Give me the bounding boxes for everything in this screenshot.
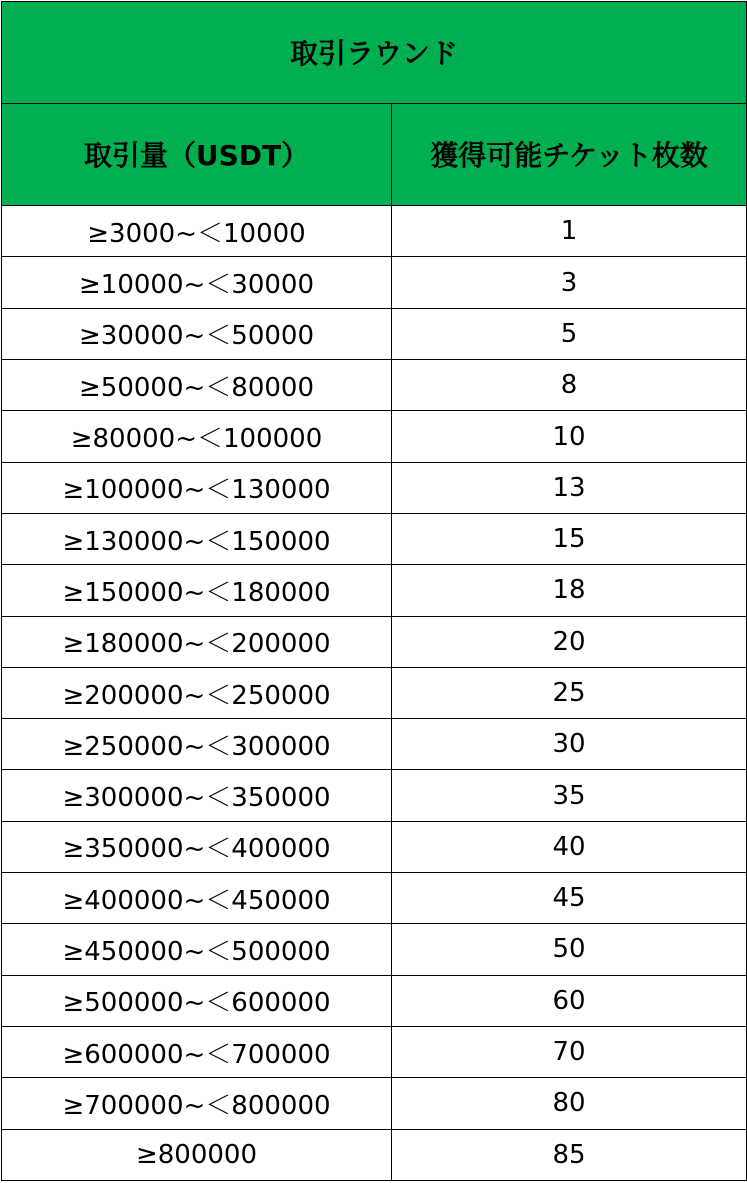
ticket-count-cell: 1	[392, 206, 747, 257]
table-row	[2, 821, 747, 872]
volume-range-cell: ≥600000~＜700000	[2, 1026, 392, 1077]
volume-range-cell: ≥500000~＜600000	[2, 975, 392, 1026]
table-row	[2, 719, 747, 770]
ticket-count-cell: 3	[392, 257, 747, 308]
ticket-count-cell: 45	[392, 873, 747, 924]
ticket-count-cell: 40	[392, 821, 747, 872]
ticket-count-cell: 80	[392, 1078, 747, 1129]
table-row	[2, 513, 747, 564]
table-row	[2, 462, 747, 513]
ticket-count-cell: 8	[392, 360, 747, 411]
table-row	[2, 360, 747, 411]
ticket-count-cell: 10	[392, 411, 747, 462]
table-row	[2, 1129, 747, 1180]
volume-range-cell: ≥350000~＜400000	[2, 821, 392, 872]
ticket-count-cell: 70	[392, 1026, 747, 1077]
volume-range-cell: ≥200000~＜250000	[2, 667, 392, 718]
table-row	[2, 1026, 747, 1077]
table-row	[2, 616, 747, 667]
volume-range-cell: ≥100000~＜130000	[2, 462, 392, 513]
volume-range-cell: ≥150000~＜180000	[2, 565, 392, 616]
table-row	[2, 257, 747, 308]
volume-range-cell: ≥3000~＜10000	[2, 206, 392, 257]
volume-range-cell: ≥180000~＜200000	[2, 616, 392, 667]
table-row	[2, 206, 747, 257]
volume-range-cell: ≥50000~＜80000	[2, 360, 392, 411]
table-row	[2, 873, 747, 924]
volume-range-cell: ≥250000~＜300000	[2, 719, 392, 770]
title-row	[2, 2, 747, 104]
volume-range-cell: ≥700000~＜800000	[2, 1078, 392, 1129]
ticket-count-cell: 20	[392, 616, 747, 667]
volume-range-cell: ≥10000~＜30000	[2, 257, 392, 308]
ticket-count-cell: 13	[392, 462, 747, 513]
table-title: 取引ラウンド	[2, 2, 747, 104]
table-row	[2, 770, 747, 821]
volume-range-cell: ≥450000~＜500000	[2, 924, 392, 975]
header-tickets: 獲得可能チケット枚数	[392, 103, 747, 206]
table-row	[2, 411, 747, 462]
ticket-count-cell: 15	[392, 513, 747, 564]
volume-range-cell: ≥30000~＜50000	[2, 308, 392, 359]
volume-range-cell: ≥400000~＜450000	[2, 873, 392, 924]
header-volume: 取引量（USDT）	[2, 103, 392, 206]
table-row	[2, 1078, 747, 1129]
ticket-table	[1, 1, 747, 1181]
ticket-count-cell: 5	[392, 308, 747, 359]
volume-range-cell: ≥800000	[2, 1129, 392, 1180]
header-row	[2, 103, 747, 206]
volume-range-cell: ≥80000~＜100000	[2, 411, 392, 462]
table-row	[2, 667, 747, 718]
volume-range-cell: ≥300000~＜350000	[2, 770, 392, 821]
ticket-count-cell: 85	[392, 1129, 747, 1180]
table-row	[2, 565, 747, 616]
ticket-count-cell: 60	[392, 975, 747, 1026]
volume-range-cell: ≥130000~＜150000	[2, 513, 392, 564]
ticket-count-cell: 18	[392, 565, 747, 616]
table-row	[2, 924, 747, 975]
ticket-count-cell: 35	[392, 770, 747, 821]
table-row	[2, 308, 747, 359]
ticket-count-cell: 30	[392, 719, 747, 770]
ticket-count-cell: 25	[392, 667, 747, 718]
table-row	[2, 975, 747, 1026]
ticket-count-cell: 50	[392, 924, 747, 975]
